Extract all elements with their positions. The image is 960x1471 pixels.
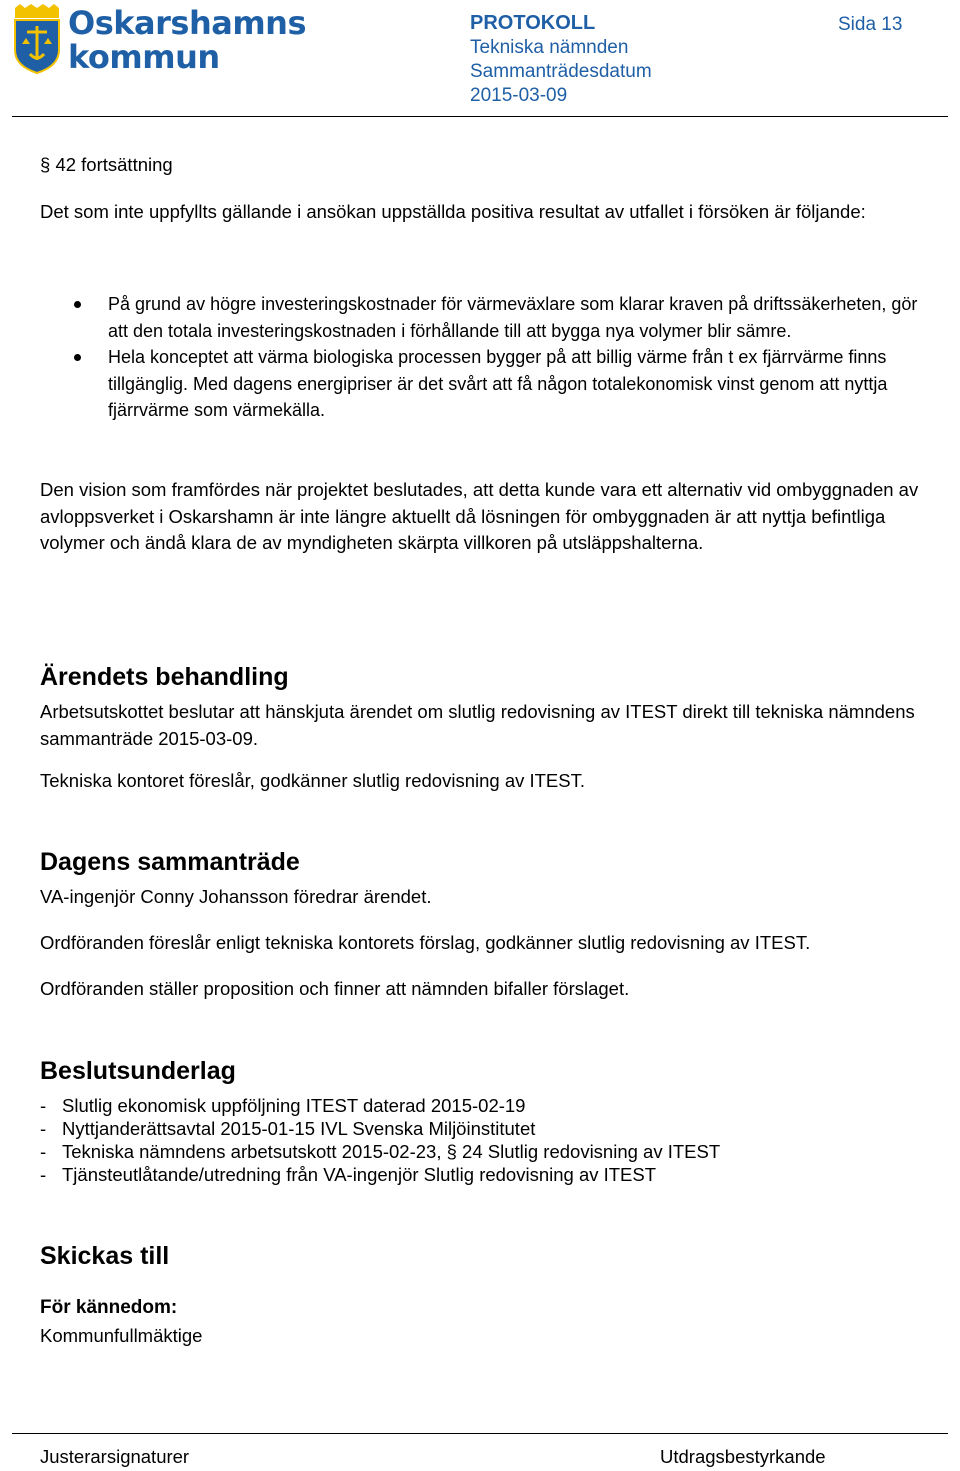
meeting-date-label: Sammanträdesdatum xyxy=(470,61,652,82)
recipient: Kommunfullmäktige xyxy=(40,1325,203,1346)
arendets-paragraph-2: Tekniska kontoret föreslår, godkänner slutlig redovisning av ITEST. xyxy=(40,770,586,791)
footer-certification: Utdragsbestyrkande xyxy=(660,1446,826,1467)
heading-beslutsunderlag: Beslutsunderlag xyxy=(40,1057,236,1085)
heading-arendets-behandling: Ärendets behandling xyxy=(40,663,289,691)
bullet-icon xyxy=(74,354,81,361)
intro-paragraph: Det som inte uppfyllts gällande i ansökan uppställda positiva resultat av utfallet i försöken är följande: xyxy=(40,201,866,222)
heading-dagens-sammantrade: Dagens sammanträde xyxy=(40,848,300,876)
list-item: Hela konceptet att värma biologiska processen bygger på att billig värme från t ex fjärrvärme finns tillgänglig. Med dagens energipriser är det svårt att få någon totalekonomisk vinst genom att nyttja fjärrvärme som värmekälla. xyxy=(40,344,940,424)
footer-signatures: Justerarsignaturer xyxy=(40,1446,190,1467)
document-type: PROTOKOLL xyxy=(470,12,596,34)
municipality-logo xyxy=(12,4,306,76)
header-divider xyxy=(12,116,948,117)
list-item: - Slutlig ekonomisk uppföljning ITEST daterad 2015-02-19 xyxy=(40,1095,526,1116)
subheading-for-kannedom: För kännedom: xyxy=(40,1297,178,1318)
list-item: - Nyttjanderättsavtal 2015-01-15 IVL Svenska Miljöinstitutet xyxy=(40,1118,536,1139)
arendets-paragraph-1: Arbetsutskottet beslutar att hänskjuta ärendet om slutlig redovisning av ITEST direkt till tekniska nämndens sammanträde 2015-03-09. xyxy=(40,701,915,749)
page-number: Sida 13 xyxy=(838,14,903,35)
heading-skickas-till: Skickas till xyxy=(40,1242,170,1270)
logo-text-line1: Oskarshamns xyxy=(68,4,306,42)
footer-divider xyxy=(12,1433,948,1434)
list-item: - Tekniska nämndens arbetsutskott 2015-02-23, § 24 Slutlig redovisning av ITEST xyxy=(40,1141,721,1162)
vision-paragraph: Den vision som framfördes när projektet beslutades, att detta kunde vara ett alternativ vid ombyggnaden av avloppsverket i Oskarshamn är inte längre aktuellt då lösningen för ombyggnaden är att nyttja befintliga volymer och ändå klara de av myndigheten skärpta villkoren på utsläppshalterna. xyxy=(40,479,919,553)
dagens-paragraph-2: Ordföranden föreslår enligt tekniska kontorets förslag, godkänner slutlig redovisning av ITEST. xyxy=(40,932,811,953)
coat-of-arms-icon xyxy=(12,4,62,74)
section-continuation: § 42 fortsättning xyxy=(40,154,173,175)
bullet-icon xyxy=(74,301,81,308)
logo-text-line2: kommun xyxy=(68,38,220,76)
committee-name: Tekniska nämnden xyxy=(470,37,629,58)
list-item: - Tjänsteutlåtande/utredning från VA-ingenjör Slutlig redovisning av ITEST xyxy=(40,1164,657,1185)
dagens-paragraph-1: VA-ingenjör Conny Johansson föredrar ärendet. xyxy=(40,886,432,907)
list-item: På grund av högre investeringskostnader för värmeväxlare som klarar kraven på driftssäkerheten, gör att den totala investeringskostnaden i förhållande till att bygga nya volymer blir sämre. xyxy=(40,291,940,344)
meeting-date: 2015-03-09 xyxy=(470,85,568,106)
paragraph-sign-icon: § xyxy=(40,154,51,175)
underlag-list xyxy=(40,1094,720,1186)
dagens-paragraph-3: Ordföranden ställer proposition och finner att nämnden bifaller förslaget. xyxy=(40,978,630,999)
outcome-list xyxy=(40,291,940,424)
